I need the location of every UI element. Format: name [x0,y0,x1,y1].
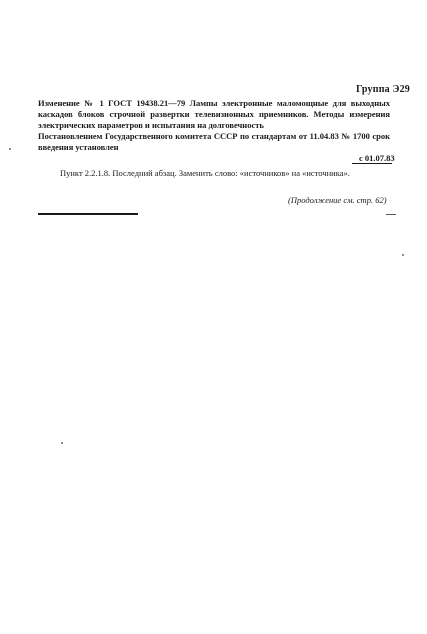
group-label: Группа Э29 [356,84,410,95]
resolution-text: Постановлением Государственного комитета СССР по стандартам от 11.04.83 № 1700 срок введения установлен [38,131,390,153]
continuation-note: (Продолжение см. стр. 62) [288,195,387,205]
scan-speck [402,254,404,256]
amendment-title: Изменение № 1 ГОСТ 19438.21—79 Лампы электронные маломощные для выходных каскадов блоков строчной развертки телевизионных приемников. Методы измерения электрических параметров и испытания на долговечность [38,98,390,131]
scan-speck [61,442,63,444]
effective-date: с 01.07.83 [359,153,395,163]
effective-date-rule [352,163,392,164]
divider-mark [386,214,396,215]
scan-speck [9,148,11,150]
clause-text: Пункт 2.2.1.8. Последний абзац. Заменить слово: «источников» на «источника». [60,168,350,178]
divider-line [38,213,138,215]
